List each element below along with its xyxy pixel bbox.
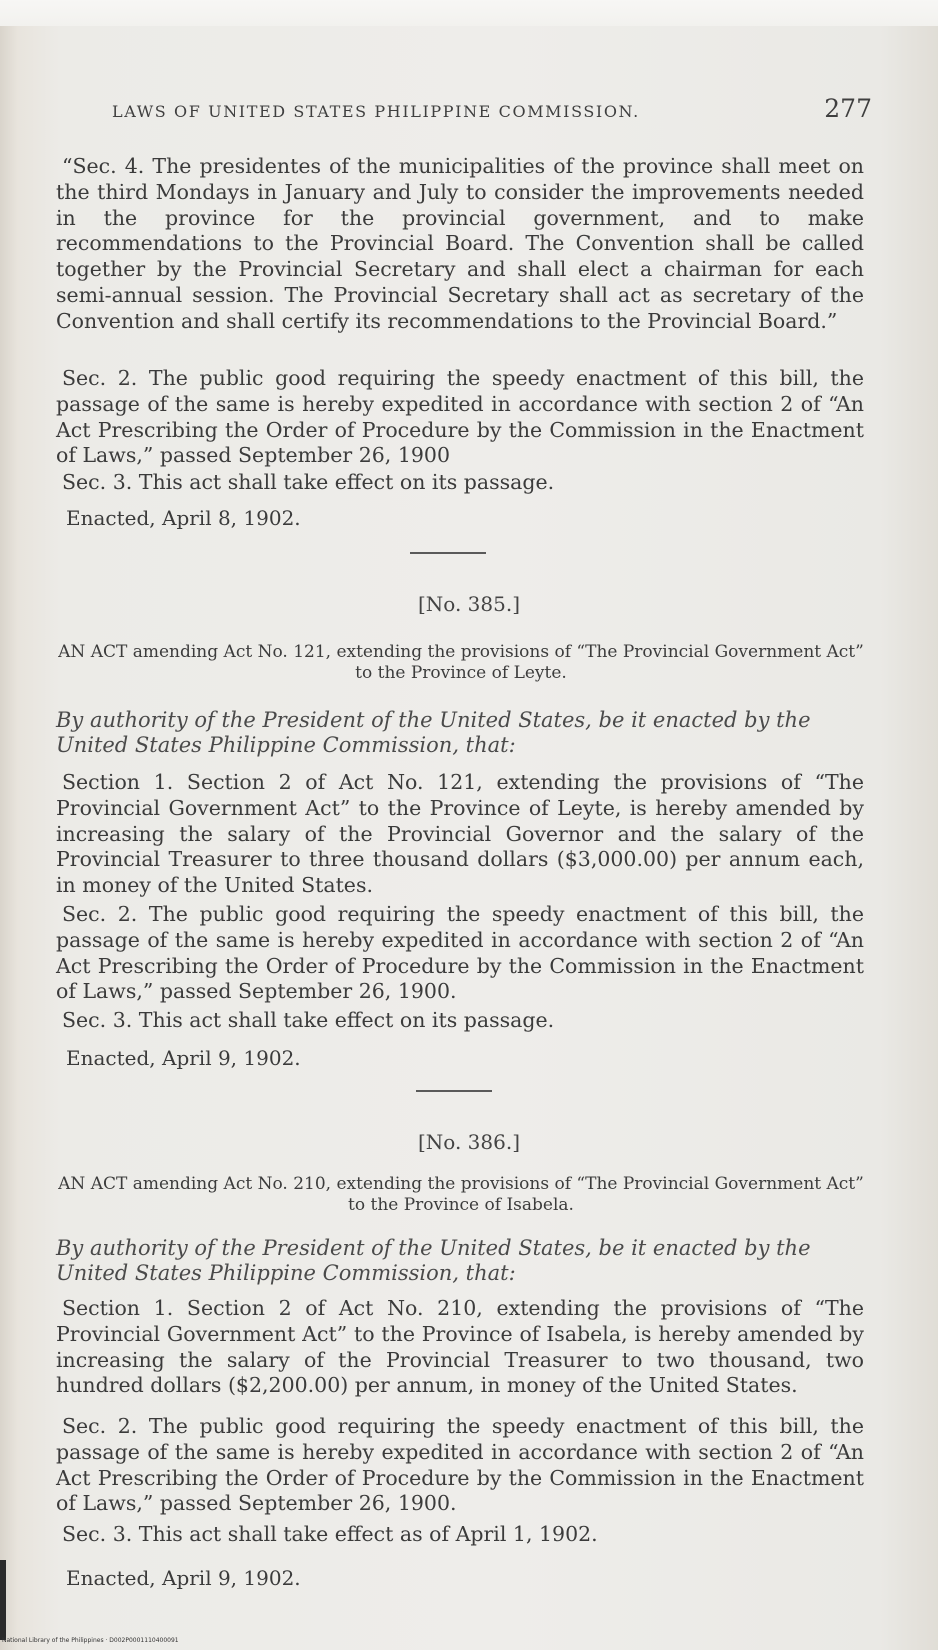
section-divider-rule <box>410 552 486 554</box>
act-384-sec3-text: Sec. 3. This act shall take effect on its passage. <box>62 470 555 494</box>
act-384-sec2-text: Sec. 2. The public good requiring the speedy enactment of this bill, the passage of the same is hereby expedited in accordance with section 2 of “An Act Prescribing the Order of Procedure by the Commission in the Enactment of Laws,” passed September 26, 1900 <box>56 366 864 468</box>
act-384-section-3 <box>56 470 864 496</box>
act-385-enacted-date: Enacted, April 9, 1902. <box>66 1046 301 1070</box>
page-top-edge <box>0 0 938 26</box>
running-header-title: LAWS OF UNITED STATES PHILIPPINE COMMISSION. <box>112 102 640 121</box>
act-384-sec4-text: “Sec. 4. The presidentes of the municipalities of the province shall meet on the third Mondays in January and July to consider the improvements needed in the province for the provincial government, and to make recommendations to the Provincial Board. The Convention shall be called together by the Provincial Secretary and shall elect a chairman for each semi-annual session. The Provincial Secretary shall act as secretary of the Convention and shall certify its recommendations to the Provincial Board.” <box>56 154 864 333</box>
act-386-sec2-text: Sec. 2. The public good requiring the speedy enactment of this bill, the passage of the same is hereby expedited in accordance with section 2 of “An Act Prescribing the Order of Procedure by the Commission in the Enactment of Laws,” passed September 26, 1900. <box>56 1414 864 1516</box>
act-386-section-3 <box>56 1522 864 1548</box>
running-header <box>112 92 872 128</box>
act-385-sec2-text: Sec. 2. The public good requiring the speedy enactment of this bill, the passage of the same is hereby expedited in accordance with section 2 of “An Act Prescribing the Order of Procedure by the Commission in the Enactment of Laws,” passed September 26, 1900. <box>56 902 864 1004</box>
section-divider-rule <box>416 1090 492 1092</box>
act-384-section-2 <box>56 366 864 469</box>
scan-footer-label: National Library of the Philippines · D002P0001110400091 <box>2 1637 179 1644</box>
act-386-sec1-text: Section 1. Section 2 of Act No. 210, extending the provisions of “The Provincial Government Act” to the Province of Isabela, is hereby amended by increasing the salary of the Provincial Treasurer to two thousand, two hundred dollars ($2,200.00) per annum, in money of the United States. <box>56 1296 864 1398</box>
act-386-number: [No. 386.] <box>417 1130 521 1154</box>
act-384-section-4 <box>56 154 864 335</box>
page-number: 277 <box>824 94 872 123</box>
act-386-enacted-date: Enacted, April 9, 1902. <box>66 1566 301 1590</box>
binding-edge-shadow <box>0 1560 6 1640</box>
act-385-sec3-text: Sec. 3. This act shall take effect on its passage. <box>62 1008 555 1032</box>
act-385-section-3 <box>56 1008 864 1034</box>
act-386-section-2 <box>56 1414 864 1517</box>
act-385-section-1 <box>56 770 864 899</box>
act-385-number: [No. 385.] <box>417 592 521 616</box>
act-385-sec1-text: Section 1. Section 2 of Act No. 121, extending the provisions of “The Provincial Government Act” to the Province of Leyte, is hereby amended by increasing the salary of the Provincial Governor and the salary of the Provincial Treasurer to three thousand dollars ($3,000.00) per annum each, in money of the United States. <box>56 770 864 898</box>
act-385-title: AN ACT amending Act No. 121, extending the provisions of “The Provincial Government Act” to the Province of Leyte. <box>58 642 864 683</box>
act-386-enacting-clause: By authority of the President of the United States, be it enacted by the United States Philippine Commission, that: <box>56 1236 811 1285</box>
act-384-enacted-date: Enacted, April 8, 1902. <box>66 506 301 530</box>
act-386-sec3-text: Sec. 3. This act shall take effect as of April 1, 1902. <box>62 1522 598 1546</box>
act-385-enacting-clause: By authority of the President of the United States, be it enacted by the United States Philippine Commission, that: <box>56 708 811 757</box>
act-385-section-2 <box>56 902 864 1005</box>
act-386-title: AN ACT amending Act No. 210, extending the provisions of “The Provincial Government Act” to the Province of Isabela. <box>58 1174 864 1215</box>
act-386-section-1 <box>56 1296 864 1399</box>
